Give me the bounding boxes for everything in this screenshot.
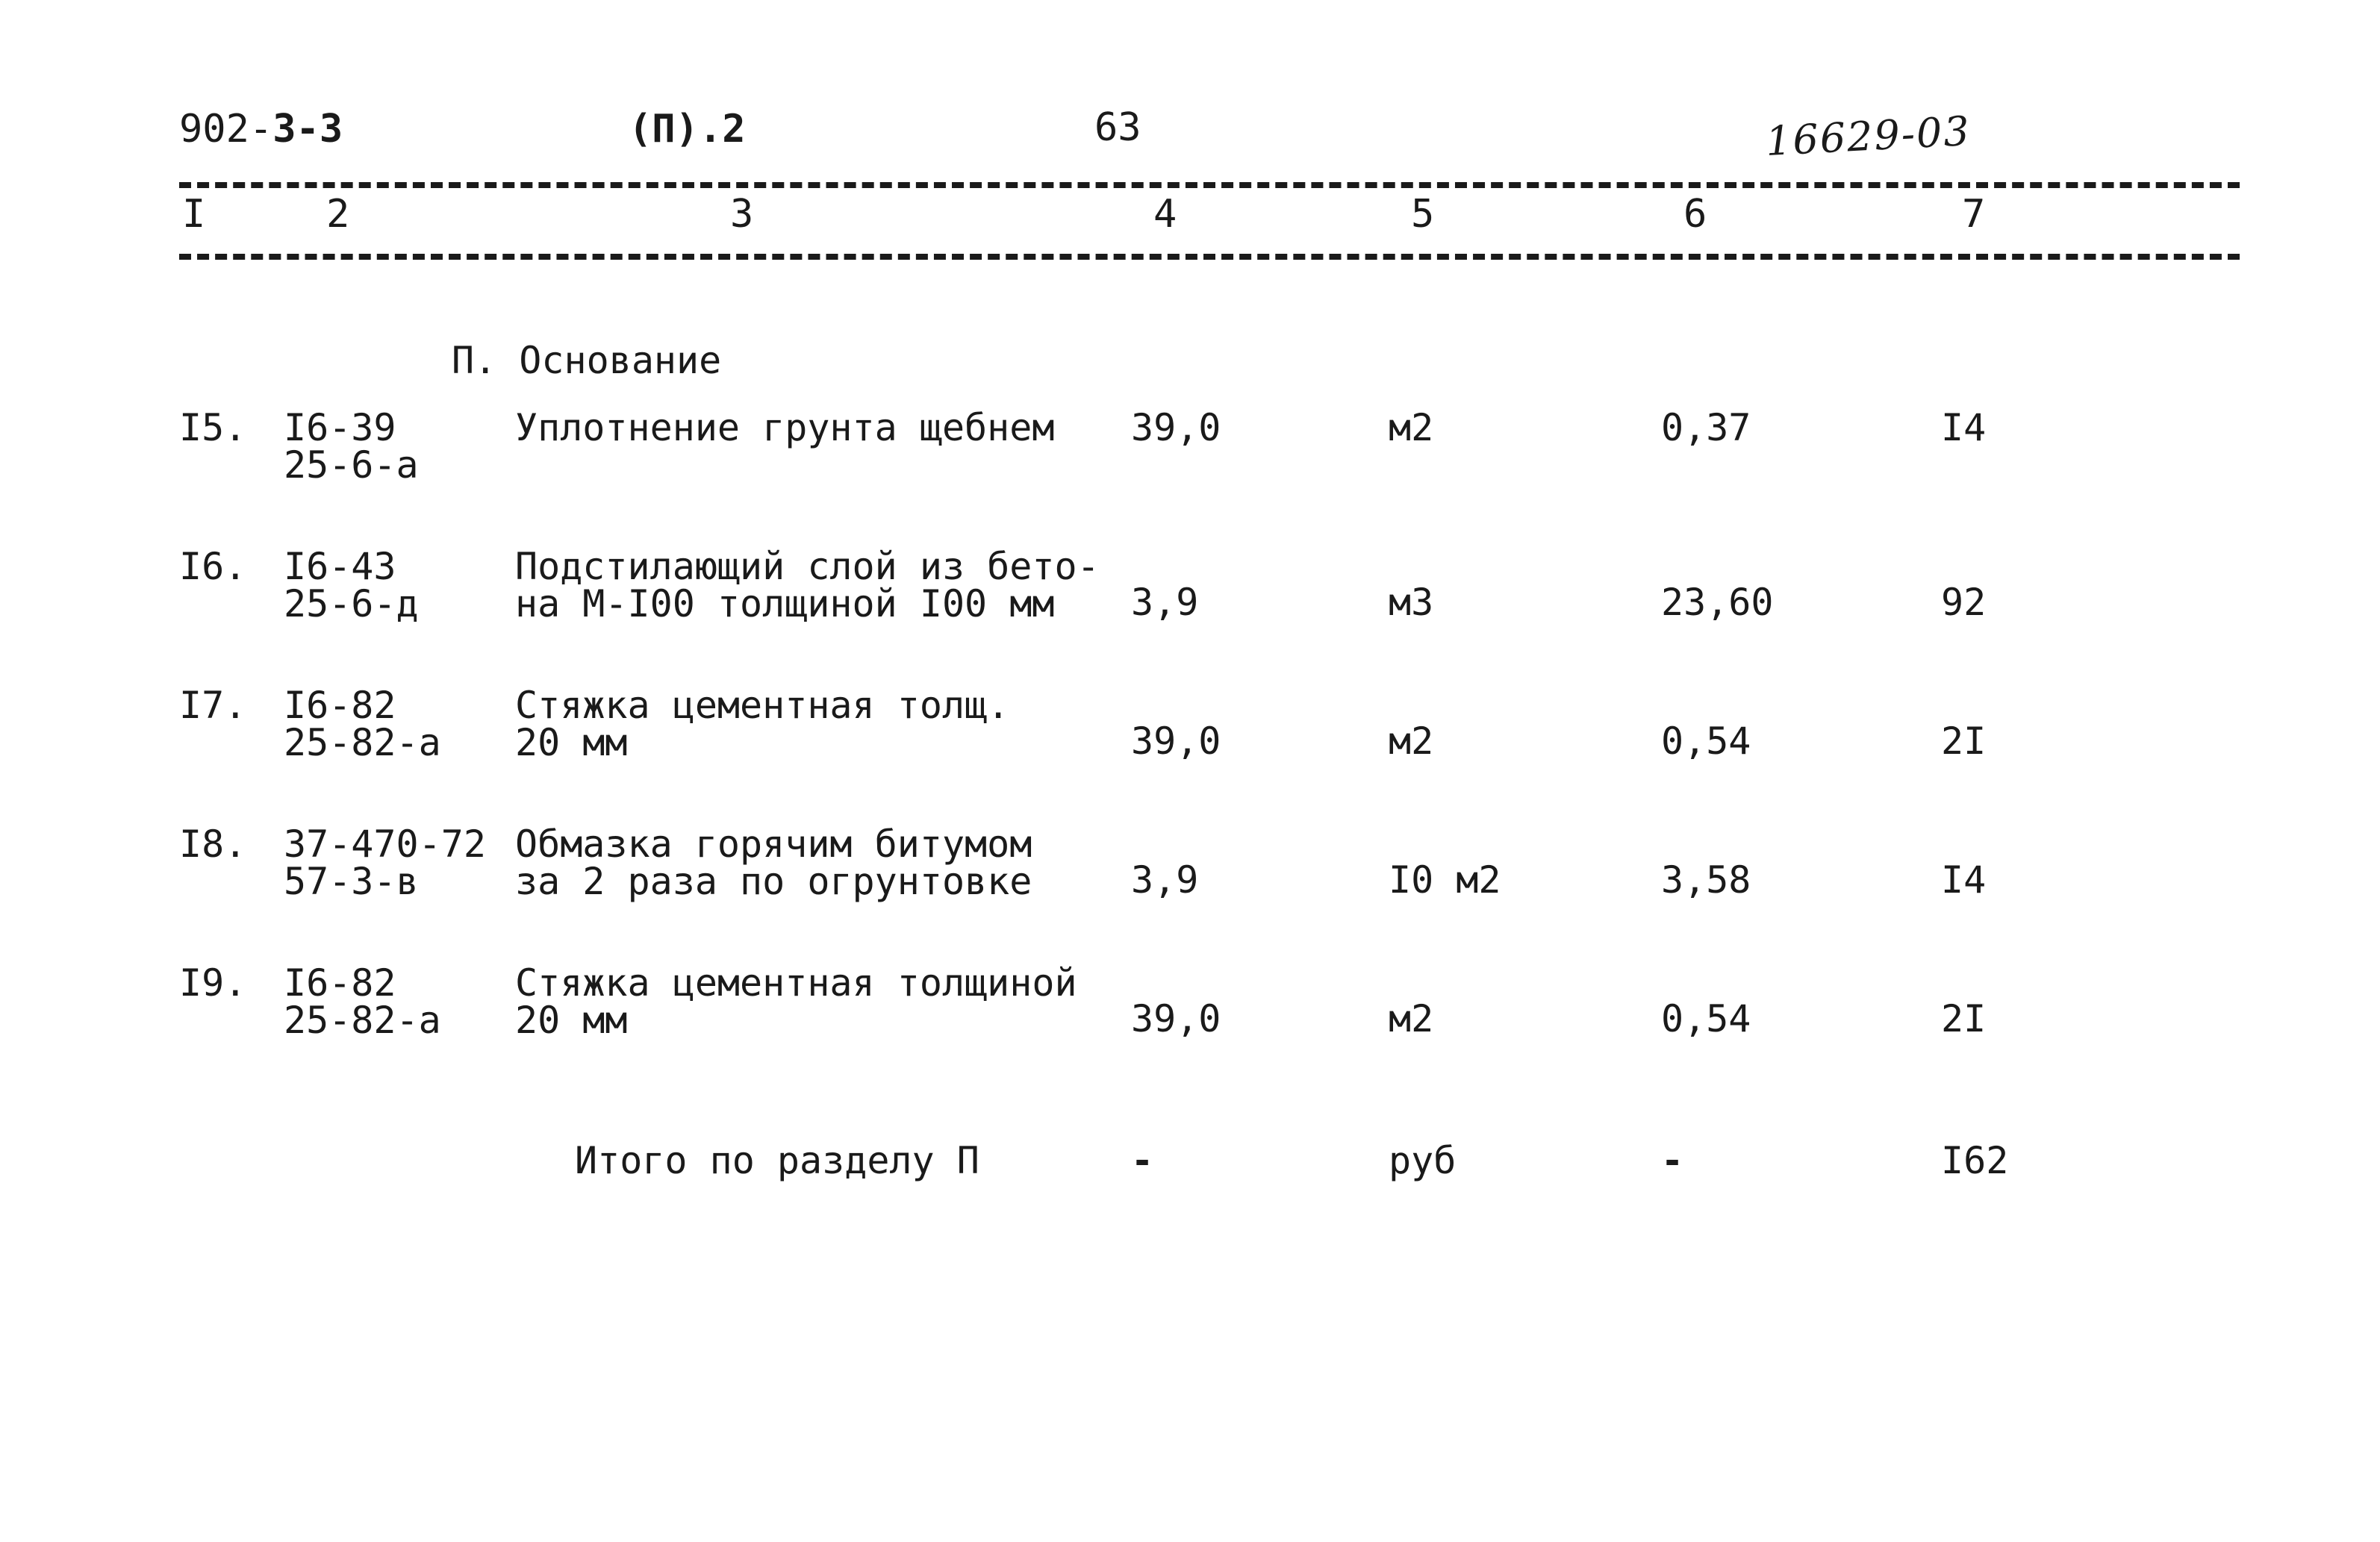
row-number: I8. bbox=[179, 822, 247, 866]
row-description: Обмазка горячим битумом за 2 раза по огрунтовке bbox=[515, 822, 1032, 903]
column-number-7: 7 bbox=[1962, 192, 1986, 237]
row-description: Уплотнение грунта щебнем bbox=[515, 406, 1055, 449]
column-number-6: 6 bbox=[1683, 192, 1707, 237]
row-code: 37-470-72 57-3-в bbox=[284, 822, 486, 903]
doc-code-suffix: 3-3 bbox=[272, 107, 343, 152]
row-description: Стяжка цементная толщиной 20 мм bbox=[515, 961, 1077, 1042]
row-code: I6-39 25-6-а bbox=[284, 406, 419, 487]
row-unit: м2 bbox=[1389, 997, 1434, 1040]
row-number: I6. bbox=[179, 545, 247, 588]
handwritten-code: 16629-03 bbox=[1764, 107, 1972, 166]
row-number: I5. bbox=[179, 406, 247, 449]
row-unit: м2 bbox=[1389, 406, 1434, 449]
column-number-2: 2 bbox=[326, 192, 350, 237]
column-number-1: I bbox=[182, 192, 206, 237]
row-description: Стяжка цементная толщ. 20 мм bbox=[515, 684, 1010, 764]
row-total: I4 bbox=[1941, 858, 1987, 902]
column-header-top-rule bbox=[179, 182, 2240, 188]
column-number-3: 3 bbox=[730, 192, 754, 237]
column-number-4: 4 bbox=[1153, 192, 1177, 237]
section-code: (П).2 bbox=[629, 107, 746, 152]
section-title: П. Основание bbox=[452, 339, 722, 382]
total-quantity: - bbox=[1131, 1139, 1154, 1182]
row-total: I4 bbox=[1941, 406, 1987, 449]
row-code: I6-82 25-82-а bbox=[284, 961, 441, 1042]
row-number: I9. bbox=[179, 961, 247, 1005]
row-code: I6-82 25-82-а bbox=[284, 684, 441, 764]
total-label: Итого по разделу П bbox=[575, 1139, 979, 1182]
total-sum: I62 bbox=[1941, 1139, 2009, 1182]
column-header-bottom-rule bbox=[179, 254, 2240, 260]
total-unit: руб bbox=[1389, 1139, 1457, 1182]
row-quantity: 3,9 bbox=[1131, 581, 1199, 624]
row-price: 0,54 bbox=[1661, 997, 1751, 1040]
row-price: 3,58 bbox=[1661, 858, 1751, 902]
row-quantity: 39,0 bbox=[1131, 997, 1221, 1040]
row-unit: I0 м2 bbox=[1389, 858, 1501, 902]
doc-code-prefix: 902- bbox=[179, 107, 273, 152]
row-number: I7. bbox=[179, 684, 247, 727]
row-total: 2I bbox=[1941, 720, 1987, 763]
page-number: 63 bbox=[1094, 105, 1141, 150]
row-quantity: 39,0 bbox=[1131, 720, 1221, 763]
row-description: Подстилающий слой из бето- на М-I00 толщиной I00 мм bbox=[515, 545, 1100, 625]
row-price: 0,37 bbox=[1661, 406, 1751, 449]
row-price: 23,60 bbox=[1661, 581, 1774, 624]
row-quantity: 39,0 bbox=[1131, 406, 1221, 449]
column-number-5: 5 bbox=[1411, 192, 1435, 237]
row-unit: м2 bbox=[1389, 720, 1434, 763]
row-price: 0,54 bbox=[1661, 720, 1751, 763]
row-total: 2I bbox=[1941, 997, 1987, 1040]
row-code: I6-43 25-6-д bbox=[284, 545, 419, 625]
row-unit: м3 bbox=[1389, 581, 1434, 624]
total-price: - bbox=[1661, 1139, 1684, 1182]
row-quantity: 3,9 bbox=[1131, 858, 1199, 902]
doc-code bbox=[179, 107, 343, 152]
row-total: 92 bbox=[1941, 581, 1987, 624]
